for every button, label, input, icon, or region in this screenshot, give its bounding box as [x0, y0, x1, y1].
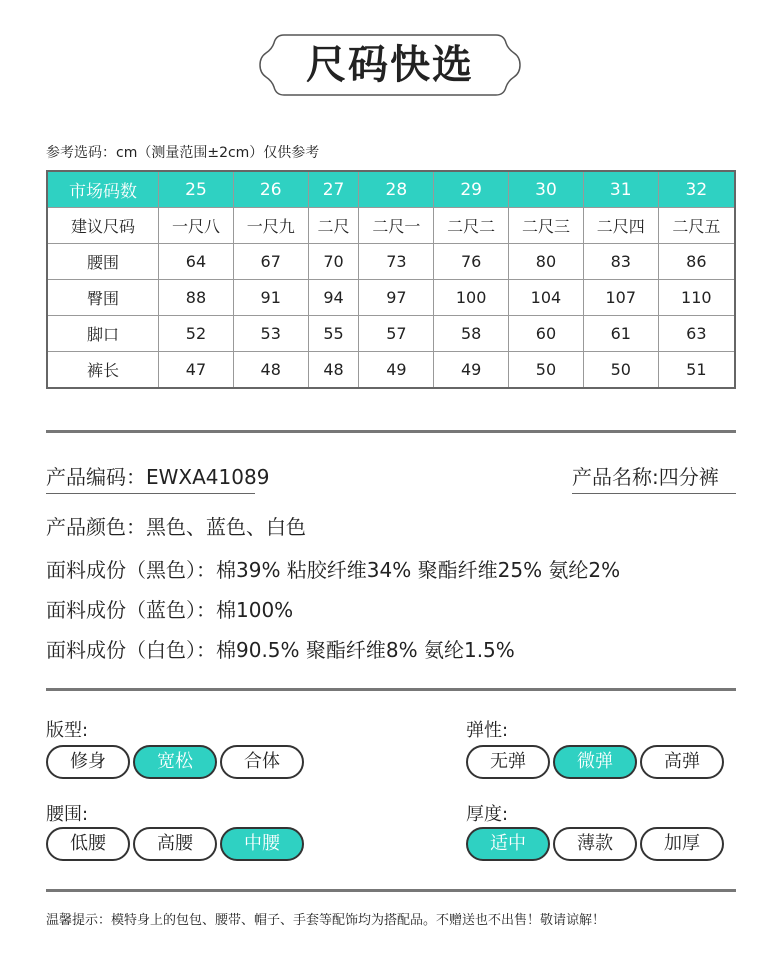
product-colors: 产品颜色：黑色、蓝色、白色	[46, 515, 306, 539]
table-cell: 26	[233, 171, 308, 208]
elasticity-label: 弹性:	[466, 720, 509, 741]
table-cell: 48	[233, 352, 308, 389]
waist-option-1[interactable]: 低腰	[46, 827, 130, 861]
table-header-row	[47, 171, 735, 208]
fabric-blue: 面料成份（蓝色）：棉100%	[46, 598, 294, 622]
thickness-option-1[interactable]: 适中	[466, 827, 550, 861]
footer-tip: 温馨提示：模特身上的包包、腰带、帽子、手套等配饰均为搭配品。不赠送也不出售！敬请谅解！	[46, 913, 606, 928]
table-cell: 73	[359, 244, 434, 280]
table-cell: 50	[509, 352, 584, 389]
table-cell: 57	[359, 316, 434, 352]
fit-label: 版型:	[46, 720, 89, 741]
table-cell: 31	[583, 171, 658, 208]
table-cell: 91	[233, 280, 308, 316]
table-cell: 二尺四	[583, 208, 658, 244]
table-cell: 49	[434, 352, 509, 389]
fit-option-2[interactable]: 宽松	[133, 745, 217, 779]
table-cell: 48	[308, 352, 359, 389]
table-cell: 32	[658, 171, 735, 208]
elasticity-option-2[interactable]: 微弹	[553, 745, 637, 779]
table-cell: 二尺五	[658, 208, 735, 244]
table-cell: 83	[583, 244, 658, 280]
table-cell: 30	[509, 171, 584, 208]
table-cell: 58	[434, 316, 509, 352]
divider	[46, 430, 736, 433]
fabric-white: 面料成份（白色）：棉90.5% 聚酯纤维8% 氨纶1.5%	[46, 638, 515, 662]
divider	[46, 889, 736, 892]
table-cell: 70	[308, 244, 359, 280]
reference-note: 参考选码：cm（测量范围±2cm）仅供参考	[46, 145, 320, 161]
row-label-cell: 脚口	[47, 316, 159, 352]
table-cell: 63	[658, 316, 735, 352]
table-cell: 67	[233, 244, 308, 280]
row-label-cell: 腰围	[47, 244, 159, 280]
table-cell: 二尺	[308, 208, 359, 244]
table-cell: 47	[159, 352, 234, 389]
product-name: 产品名称:四分裤	[572, 465, 719, 489]
page-title: 尺码快选	[306, 42, 474, 88]
table-cell: 60	[509, 316, 584, 352]
fabric-black: 面料成份（黑色）：棉39% 粘胶纤维34% 聚酯纤维25% 氨纶2%	[46, 558, 621, 582]
fit-option-3[interactable]: 合体	[220, 745, 304, 779]
elasticity-option-1[interactable]: 无弹	[466, 745, 550, 779]
table-cell: 80	[509, 244, 584, 280]
table-cell: 28	[359, 171, 434, 208]
elasticity-option-3[interactable]: 高弹	[640, 745, 724, 779]
divider	[46, 688, 736, 691]
row-label-cell: 裤长	[47, 352, 159, 389]
waist-option-3[interactable]: 中腰	[220, 827, 304, 861]
table-cell: 二尺二	[434, 208, 509, 244]
table-row	[47, 208, 735, 244]
table-cell: 86	[658, 244, 735, 280]
table-cell: 64	[159, 244, 234, 280]
product-name-underline	[572, 493, 736, 494]
table-cell: 一尺八	[159, 208, 234, 244]
row-label-cell: 臀围	[47, 280, 159, 316]
product-code: 产品编码：EWXA41089	[46, 465, 270, 489]
table-cell: 107	[583, 280, 658, 316]
table-cell: 76	[434, 244, 509, 280]
table-row	[47, 244, 735, 280]
table-row	[47, 316, 735, 352]
table-cell: 94	[308, 280, 359, 316]
table-row	[47, 280, 735, 316]
table-cell: 50	[583, 352, 658, 389]
thickness-option-3[interactable]: 加厚	[640, 827, 724, 861]
table-cell: 61	[583, 316, 658, 352]
size-table	[46, 170, 736, 389]
table-cell: 55	[308, 316, 359, 352]
table-cell: 25	[159, 171, 234, 208]
table-cell: 51	[658, 352, 735, 389]
table-cell: 二尺三	[509, 208, 584, 244]
table-cell: 一尺九	[233, 208, 308, 244]
table-cell: 29	[434, 171, 509, 208]
table-cell: 27	[308, 171, 359, 208]
waist-option-2[interactable]: 高腰	[133, 827, 217, 861]
table-cell: 49	[359, 352, 434, 389]
table-row	[47, 352, 735, 389]
row-label-cell: 市场码数	[47, 171, 159, 208]
table-cell: 110	[658, 280, 735, 316]
table-cell: 104	[509, 280, 584, 316]
table-cell: 53	[233, 316, 308, 352]
waist-label: 腰围:	[46, 804, 89, 825]
table-cell: 97	[359, 280, 434, 316]
table-cell: 52	[159, 316, 234, 352]
thickness-label: 厚度:	[466, 804, 509, 825]
table-cell: 二尺一	[359, 208, 434, 244]
title-badge	[258, 33, 522, 97]
thickness-option-2[interactable]: 薄款	[553, 827, 637, 861]
table-cell: 88	[159, 280, 234, 316]
fit-option-1[interactable]: 修身	[46, 745, 130, 779]
product-code-underline	[46, 493, 255, 494]
table-cell: 100	[434, 280, 509, 316]
row-label-cell: 建议尺码	[47, 208, 159, 244]
